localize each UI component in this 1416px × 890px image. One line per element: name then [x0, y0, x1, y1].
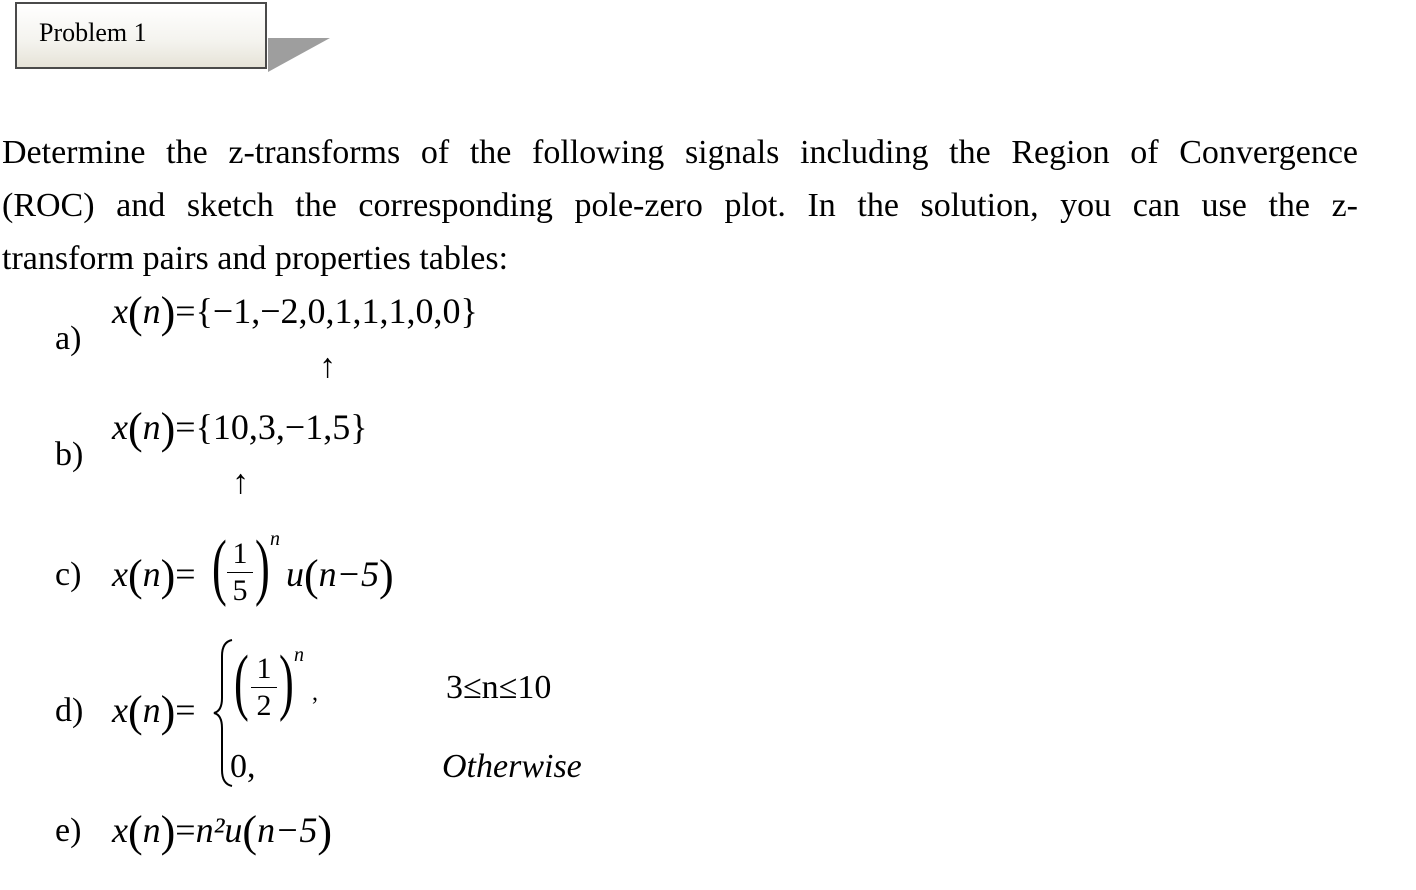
statement-line-1: Determine the z-transforms of the following signals including the Region of Convergence [2, 134, 1358, 171]
item-d-left-paren: ( [234, 641, 249, 723]
item-d-right-paren: ) [279, 641, 294, 723]
item-d-frac-num: 1 [251, 651, 277, 688]
item-c-lhs-group: x(n)= [112, 551, 196, 600]
item-c-exponent: n [270, 528, 280, 550]
item-d-frac-den: 2 [256, 689, 272, 722]
item-b-sequence: {10,3,−1,5} [195, 407, 368, 447]
item-d-lhs: x [112, 690, 128, 730]
item-c-frac-den: 5 [232, 574, 248, 607]
item-c-step-arg: n−5 [318, 554, 379, 594]
item-e-label: e) [55, 812, 82, 849]
item-c-right-paren: ) [255, 526, 270, 608]
item-c-fraction [227, 536, 253, 609]
item-b-label: b) [55, 436, 84, 473]
item-d-comma: , [312, 680, 318, 706]
problem-header-box [15, 2, 267, 69]
item-d-exponent: n [294, 644, 304, 666]
item-c-frac-num: 1 [227, 536, 253, 573]
item-c-var: n [142, 554, 161, 594]
item-d-otherwise-text: Otherwise [442, 748, 582, 785]
item-e-rhs: n²u [195, 810, 243, 850]
item-a-lhs: x [112, 291, 128, 331]
item-c-lhs: x [112, 554, 128, 594]
item-b-var: n [142, 407, 161, 447]
item-b-lhs: x [112, 407, 128, 447]
statement-line-3: transform pairs and properties tables: [2, 240, 509, 277]
item-d-lhs-group: x(n)= [112, 687, 196, 736]
statement-line-2: (ROC) and sketch the corresponding pole-zero plot. In the solution, you can use the z- [2, 187, 1358, 224]
item-e-lhs: x [112, 810, 128, 850]
item-a-label: a) [55, 320, 82, 357]
item-c-step-fn: u [286, 554, 304, 594]
item-c-left-paren: ( [212, 526, 227, 608]
problem-title: Problem 1 [39, 18, 147, 47]
item-e-step-arg: n−5 [257, 810, 318, 850]
item-b-equation: x(n)={10,3,−1,5} [112, 404, 368, 453]
item-d-fraction [251, 651, 277, 724]
item-a-equation: x(n)={−1,−2,0,1,1,1,0,0} [112, 288, 478, 337]
item-d-condition-range: 3≤n≤10 [446, 669, 552, 706]
problem-statement [2, 126, 1358, 285]
item-d-zero-case: 0, [230, 748, 256, 785]
item-a-sequence: {−1,−2,0,1,1,1,0,0} [195, 291, 478, 331]
item-e-equation: x(n)=n²u(n−5) [112, 807, 333, 856]
item-d-condition-otherwise [442, 748, 582, 786]
header-shadow-shape [268, 0, 332, 74]
item-d-var: n [142, 690, 161, 730]
item-a-origin-arrow: ↑ [319, 348, 336, 385]
item-d-label: d) [55, 692, 84, 729]
item-c-label: c) [55, 556, 82, 593]
item-b-origin-arrow: ↑ [232, 464, 249, 501]
item-c-step: u(n−5) [286, 551, 394, 600]
item-e-var: n [142, 810, 161, 850]
item-a-var: n [142, 291, 161, 331]
